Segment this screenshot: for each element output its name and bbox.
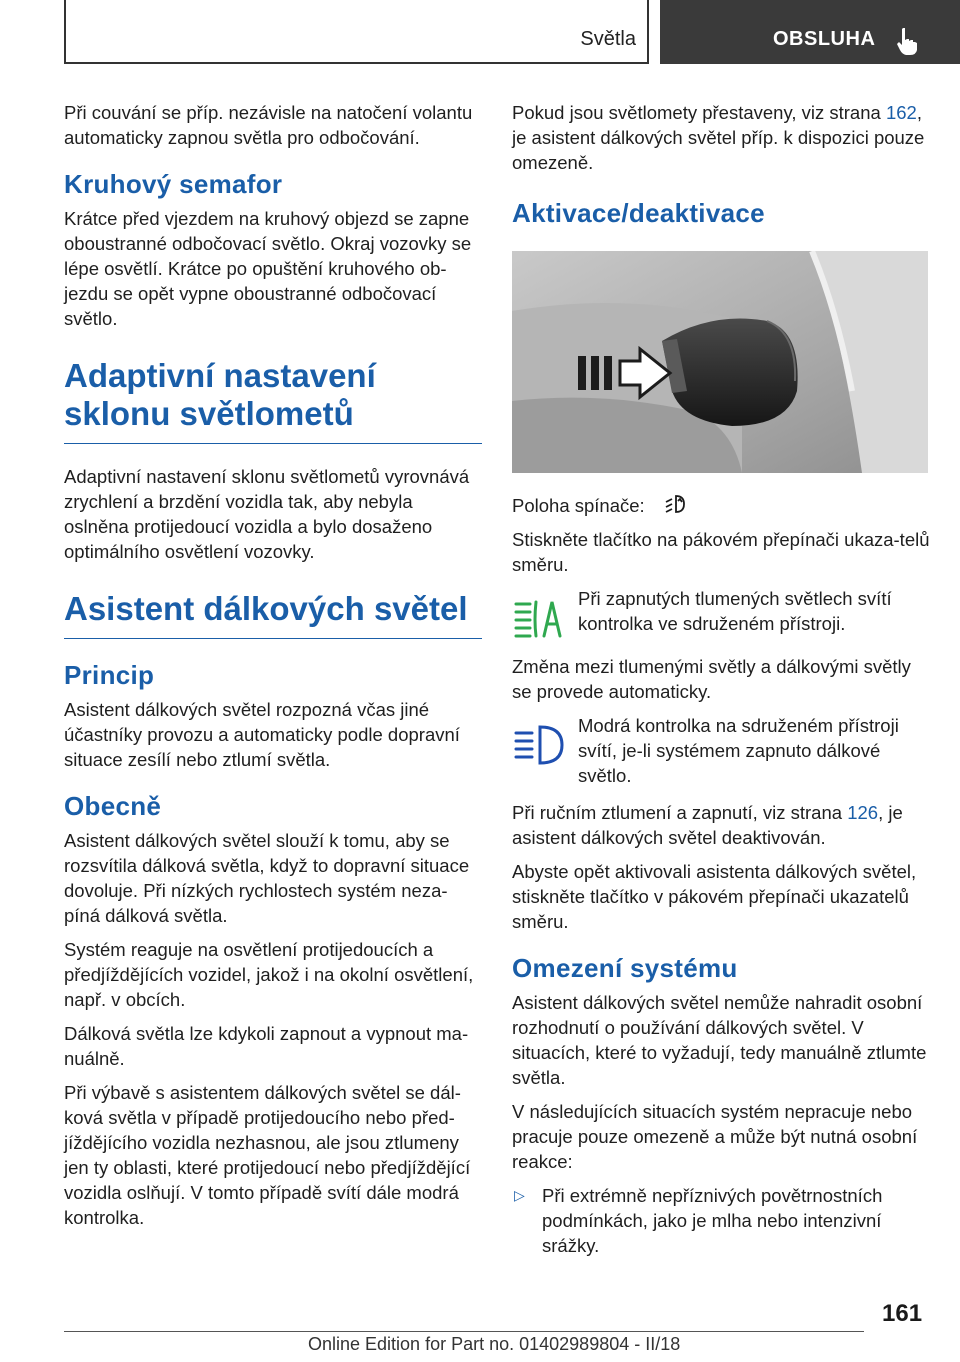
high-beam-indicator-text: Modrá kontrolka na sdruženém přístroji svítí, je-li systémem zapnuto dálkové světlo. — [578, 715, 899, 786]
switch-position-text: Poloha spínače: — [512, 493, 930, 518]
right-column — [512, 100, 930, 1267]
page-link-126[interactable]: 126 — [847, 802, 879, 823]
turn-signal-lever-photo — [512, 251, 928, 473]
footer-edition: Online Edition for Part no. 01402989804 - II/18 — [308, 1334, 681, 1354]
roundabout-text: Krátce před vjezdem na kruhový objezd se zapne oboustranné odbočovací světlo. Okraj vozovky se lépe osvětlí. Krátce po opuštění kruhového ob-jezdu se opět vypne oboustranné odbočovací světlo. — [64, 208, 472, 329]
footer-divider — [64, 1331, 864, 1332]
header-section-title: Světla — [580, 28, 636, 50]
manual-override-text: Při ručním ztlumení a zapnutí, viz strana 126, je asistent dálkových světel deaktivován. — [512, 802, 903, 848]
high-beam-assistant-symbol-icon — [658, 493, 688, 515]
general-text-1: Asistent dálkových světel slouží k tomu, aby se rozsvítila dálková světla, když to dopravní situace dovoluje. Při nízkých rychlostech systém neza-píná dálková světla. — [64, 830, 470, 926]
pointing-hand-icon — [894, 26, 920, 56]
low-beam-indicator-row — [512, 586, 930, 642]
system-limits-text-2: V následujících situacích systém nepracuje nebo pracuje pouze omezeně a může být nutná osobní reakce: — [512, 1101, 918, 1172]
principle-text: Asistent dálkových světel rozpozná včas jiné účastníky provozu a automaticky podle dopravní situace zesílí nebo ztlumí světla. — [64, 699, 460, 770]
general-text-3: Dálková světla lze kdykoli zapnout a vypnout ma-nuálně. — [64, 1023, 469, 1069]
headlight-adjust-text: Pokud jsou světlomety přestaveny, viz strana 162, je asistent dálkových světel příp. k dispozici pouze omezeně. — [512, 102, 925, 173]
assistant-heading: Asistent dálkových světel — [64, 590, 482, 639]
reactivate-text: Abyste opět aktivovali asistenta dálkových světel, stiskněte tlačítko v pákovém přepínači ukazatelů směru. — [512, 861, 917, 932]
activation-heading: Aktivace/deaktivace — [512, 198, 765, 228]
principle-heading: Princip — [64, 660, 155, 690]
system-limits-heading: Omezení systému — [512, 953, 738, 983]
header-tab-frame — [64, 0, 649, 64]
high-beam-indicator-row — [512, 713, 930, 788]
low-beam-indicator-text: Při zapnutých tlumených světlech svítí kontrolka ve sdruženém přístroji. — [578, 588, 892, 634]
header-chapter-label: OBSLUHA — [773, 28, 876, 50]
limits-bullet-item — [512, 1183, 930, 1267]
page-number: 161 — [882, 1300, 923, 1327]
adaptive-text: Adaptivní nastavení sklonu světlometů vyrovnává zrychlení a brzdění vozidla tak, aby nebyla oslněna protijedoucí vozidla a bylo dosaženo optimálního osvětlení vozovky. — [64, 466, 470, 562]
high-beam-indicator-icon — [512, 719, 578, 769]
system-limits-text-1: Asistent dálkových světel nemůže nahradit osobní rozhodnutí o používání dálkových světel. V situacích, které to vyžadují, tedy manuálně ztlumte světla. — [512, 992, 927, 1088]
automatic-change-text: Změna mezi tlumenými světly a dálkovými světly se provede automaticky. — [512, 656, 911, 702]
general-text-4: Při výbavě s asistentem dálkových světel se dál-ková světla v případě protijedoucího nebo před-jíždějícího vozidla nezhasnou, ale jsou ztlumeny jen ty oblasti, které protijedoucí nebo předjíždějící vozidla oslňují. V tomto případě svítí dále modrá kontrolka. — [64, 1082, 471, 1228]
press-button-text: Stiskněte tlačítko na pákovém přepínači ukaza-telů směru. — [512, 529, 930, 575]
bullet-triangle-icon: ▷ — [514, 1187, 525, 1203]
header-chapter-tab — [660, 0, 960, 64]
general-text-2: Systém reaguje na osvětlení protijedoucích a předjíždějících vozidel, jakož i na okolní osvětlení, např. v obcích. — [64, 939, 474, 1010]
left-column — [64, 100, 482, 1239]
page-link-162[interactable]: 162 — [885, 102, 917, 123]
reverse-intro-text: Při couvání se příp. nezávisle na natočení volantu automaticky zapnou světla pro odbočování. — [64, 102, 473, 148]
auto-headlight-indicator-icon — [512, 592, 578, 642]
general-heading: Obecně — [64, 791, 162, 821]
adaptive-heading: Adaptivní nastavení sklonu světlometů — [64, 357, 482, 444]
limits-bullet-text: Při extrémně nepříznivých povětrnostních podmínkách, jako je mlha nebo intenzivní srážky. — [542, 1185, 883, 1256]
roundabout-heading: Kruhový semafor — [64, 169, 283, 199]
